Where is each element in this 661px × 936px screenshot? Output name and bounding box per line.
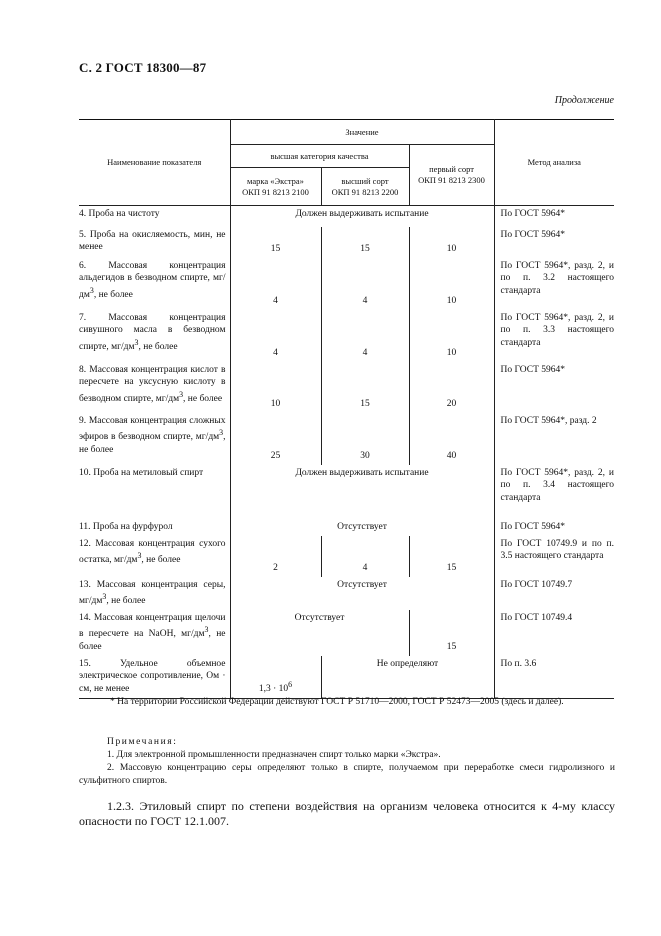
row-method: По ГОСТ 5964*, разд. 2 xyxy=(500,415,597,426)
row-value-top: 30 xyxy=(321,413,409,465)
row-value-extra: 4 xyxy=(230,258,321,310)
table-row xyxy=(79,310,614,362)
table-row xyxy=(79,610,614,656)
continuation-label: Продолжение xyxy=(554,95,614,106)
row-value-extra: 2 xyxy=(230,536,321,577)
note-1: 1. Для электронной промышленности предназначен спирт только марки «Экстра». xyxy=(107,750,441,760)
row-value-first: 15 xyxy=(409,536,494,577)
row-value-first: 10 xyxy=(409,310,494,362)
row-span-value: Должен выдерживать испытание xyxy=(230,465,494,519)
table-row xyxy=(79,258,614,310)
header-top-category: высшая категория качества xyxy=(230,145,409,168)
row-value-first: 15 xyxy=(409,610,494,656)
row-name: 12. Массовая концентрация сухого остатка, $мг/дм^3$, не более xyxy=(79,538,226,566)
row-value-extra: 10 xyxy=(230,362,321,413)
top-grade-label: высший сорт xyxy=(341,175,389,186)
row-name: 10. Проба на метиловый спирт xyxy=(79,467,204,478)
row-name: 4. Проба на чистоту xyxy=(79,206,230,227)
header-first-grade xyxy=(409,145,494,206)
table-row xyxy=(79,656,614,698)
first-grade-code: ОКП 91 8213 2300 xyxy=(418,175,485,185)
row-span-value: Не определяют xyxy=(321,656,494,698)
extra-mark-code: ОКП 91 8213 2100 xyxy=(242,186,309,197)
row-value-top: 15 xyxy=(321,362,409,413)
notes-title: Примечания: xyxy=(107,737,178,747)
table-row xyxy=(79,519,614,536)
row-span-value: Отсутствует xyxy=(230,610,409,656)
footnote: * На территории Российской Федерации действуют ГОСТ Р 51710—2000, ГОСТ Р 52473—2005 (здесь и далее). xyxy=(110,697,564,707)
row-value-extra: 4 xyxy=(230,310,321,362)
header-extra-mark xyxy=(230,168,321,206)
table-row xyxy=(79,577,614,610)
row-span-value: Должен выдерживать испытание xyxy=(230,206,494,227)
row-span-value: Отсутствует xyxy=(230,577,494,610)
row-value-extra: 15 xyxy=(230,227,321,258)
row-value-extra: $1,3 \cdot 10^6$ xyxy=(230,656,321,698)
row-value-first: 10 xyxy=(409,227,494,258)
header-value: Значение xyxy=(230,120,494,145)
header-name: Наименование показателя xyxy=(79,120,230,206)
row-value-top: 4 xyxy=(321,310,409,362)
row-method: По ГОСТ 10749.9 и по п. 3.5 настоящего стандарта xyxy=(500,538,615,562)
row-method: По ГОСТ 5964* xyxy=(494,206,614,227)
table-row xyxy=(79,206,614,227)
row-method: По ГОСТ 5964*, разд. 2, и по п. 3.2 настоящего стандарта xyxy=(500,260,615,296)
row-method: По ГОСТ 10749.7 xyxy=(500,579,573,590)
row-method: По ГОСТ 10749.4 xyxy=(500,612,573,623)
table-row xyxy=(79,362,614,413)
table-row xyxy=(79,465,614,519)
row-method: По ГОСТ 5964* xyxy=(500,229,565,240)
row-name: 8. Массовая концентрация кислот в пересчете на уксусную кислоту в безводном спирте, $мг/дм^3$, не более xyxy=(79,364,226,404)
row-name: 13. Массовая концентрация серы, $мг/дм^3$, не более xyxy=(79,579,226,607)
indicators-table xyxy=(79,119,614,699)
row-value-extra: 25 xyxy=(230,413,321,465)
note-2: 2. Массовую концентрацию серы определяют только в спирте, получаемом при переработке смеси гидролизного и сульфитного спиртов. xyxy=(79,763,615,786)
row-method: По ГОСТ 5964* xyxy=(500,521,565,532)
table-row xyxy=(79,413,614,465)
top-grade-code: ОКП 91 8213 2200 xyxy=(331,186,399,197)
row-name: 7. Массовая концентрация сивушного масла в безводном спирте, $мг/дм^3$, не более xyxy=(79,312,226,352)
header-top-grade xyxy=(321,168,409,206)
row-name: 15. Удельное объемное электрическое сопротивление, Ом · см, не менее xyxy=(79,656,230,698)
row-name: 11. Проба на фурфурол xyxy=(79,521,173,532)
row-name: 5. Проба на окисляемость, мин, не менее xyxy=(79,229,226,253)
table-row xyxy=(79,227,614,258)
row-span-value: Отсутствует xyxy=(230,519,494,536)
row-name: 14. Массовая концентрация щелочи в пересчете на NaOH, $мг/дм^3$, не более xyxy=(79,612,226,653)
row-name: 9. Массовая концентрация сложных эфиров в безводном спирте, $мг/дм^3$, не более xyxy=(79,415,226,455)
row-value-first: 20 xyxy=(409,362,494,413)
header-method: Метод анализа xyxy=(494,120,614,206)
row-method: По ГОСТ 5964* xyxy=(500,364,565,375)
row-name: 6. Массовая концентрация альдегидов в безводном спирте, $мг/дм^3$, не более xyxy=(79,260,226,300)
row-method: По ГОСТ 5964*, разд. 2, и по п. 3.3 настоящего стандарта xyxy=(500,312,615,348)
extra-mark-label: марка «Экстра» xyxy=(247,175,304,186)
row-method: По п. 3.6 xyxy=(494,656,614,698)
row-value-first: 40 xyxy=(409,413,494,465)
clause-1-2-3: 1.2.3. Этиловый спирт по степени воздействия на организм человека относится к 4-му классу опасности по ГОСТ 12.1.007. xyxy=(79,799,615,828)
row-value-top: 15 xyxy=(321,227,409,258)
page-title: С. 2 ГОСТ 18300—87 xyxy=(79,60,207,75)
row-value-top: 4 xyxy=(321,536,409,577)
row-value-top: 4 xyxy=(321,258,409,310)
first-grade-label: первый сорт xyxy=(429,164,474,174)
row-value-first: 10 xyxy=(409,258,494,310)
row-method: По ГОСТ 5964*, разд. 2, и по п. 3.4 настоящего стандарта xyxy=(500,467,615,503)
table-row xyxy=(79,536,614,577)
